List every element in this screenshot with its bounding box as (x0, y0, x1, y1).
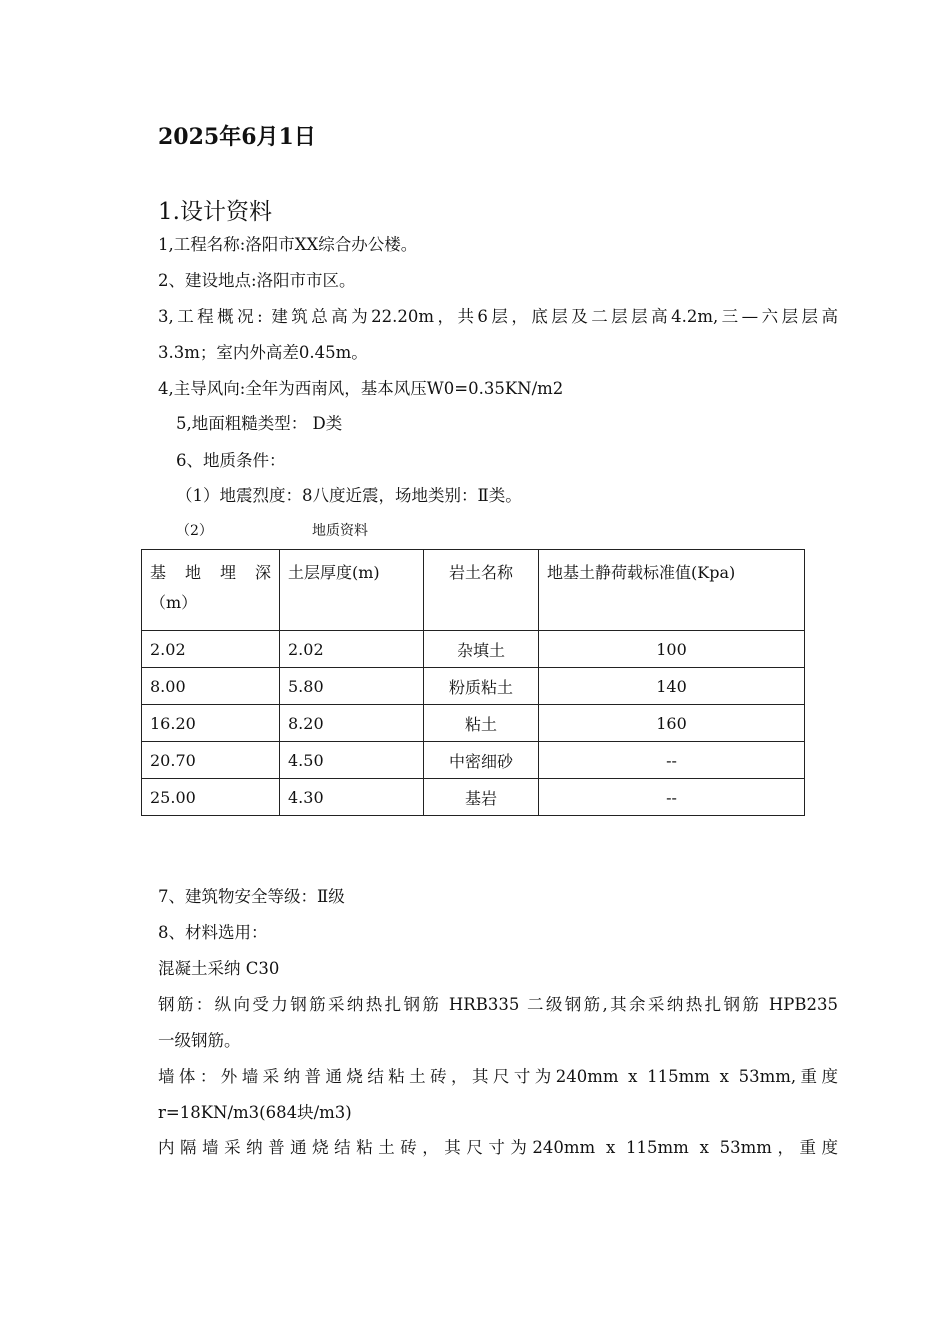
table-row: 25.00 4.30 基岩 -- (142, 779, 805, 816)
document-date: 2025年6月1日 (158, 124, 316, 150)
section-heading: 1.设计资料 (158, 199, 272, 225)
header-soil-name: 岩土名称 (424, 550, 539, 631)
safety-grade-line: 7、建筑物安全等级：Ⅱ级 (158, 887, 345, 906)
geology-line: 6、地质条件： (176, 451, 286, 470)
geology-table (141, 549, 805, 816)
header-bearing-value: 地基土静荷载标准值(Kpa) (539, 550, 805, 631)
geology-data-number: （2） (176, 523, 213, 539)
table-header-row (142, 550, 805, 631)
table-row: 8.00 5.80 粉质粘土 140 (142, 668, 805, 705)
rebar-line-1: 钢筋：纵向受力钢筋采纳热扎钢筋 HRB335 二级钢筋,其余采纳热扎钢筋 HPB235 (158, 995, 838, 1014)
materials-line: 8、材料选用： (158, 923, 268, 942)
header-thickness: 土层厚度(m) (280, 550, 424, 631)
exterior-wall-line-2: r=18KN/m3(684块/m3) (158, 1103, 352, 1122)
interior-wall-line-1: 内隔墙采纳普通烧结粘土砖，其尺寸为240mm x 115mm x 53mm，重度 (158, 1138, 838, 1157)
rebar-line-2: 一级钢筋。 (158, 1031, 241, 1050)
project-overview-line-1: 3,工程概况: 建筑总高为22.20m，共6层，底层及二层层高4.2m,三—六层层高 (158, 307, 838, 326)
roughness-line: 5,地面粗糙类型： D类 (176, 414, 343, 433)
table-row: 20.70 4.50 中密细砂 -- (142, 742, 805, 779)
project-overview-line-2: 3.3m；室内外高差0.45m。 (158, 343, 368, 362)
header-depth: 基 地 埋 深 （m） (142, 550, 280, 631)
table-row: 16.20 8.20 粘土 160 (142, 705, 805, 742)
table-row: 2.02 2.02 杂填土 100 (142, 631, 805, 668)
seismic-line: （1）地震烈度：8八度近震，场地类别：Ⅱ类。 (176, 486, 522, 505)
concrete-line: 混凝土采纳 C30 (158, 959, 280, 978)
project-name-line: 1,工程名称:洛阳市XX综合办公楼。 (158, 235, 418, 254)
site-location-line: 2、建设地点:洛阳市市区。 (158, 271, 356, 290)
wind-line: 4,主导风向:全年为西南风，基本风压W0=0.35KN/m2 (158, 379, 564, 398)
exterior-wall-line-1: 墙体：外墙采纳普通烧结粘土砖，其尺寸为240mm x 115mm x 53mm,重度 (158, 1067, 838, 1086)
geology-data-title: 地质资料 (312, 523, 368, 539)
